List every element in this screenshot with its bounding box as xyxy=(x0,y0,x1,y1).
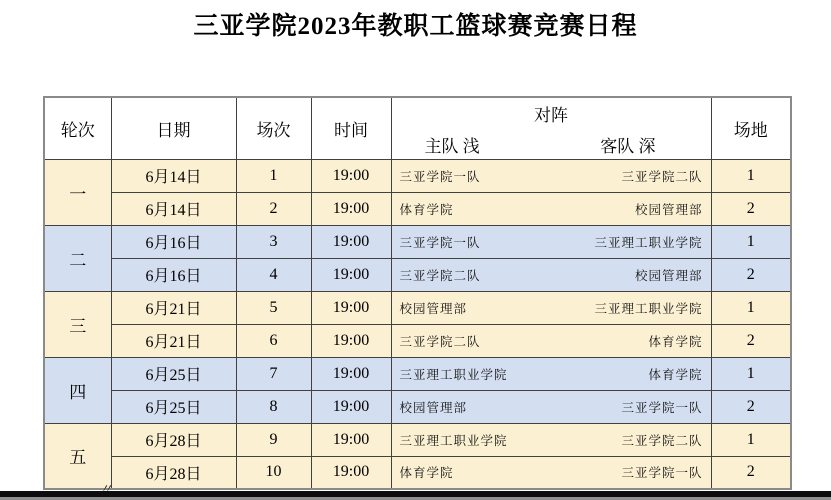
date-cell: 6月28日 xyxy=(111,456,236,489)
header-round: 轮次 xyxy=(44,97,111,159)
date-cell: 6月21日 xyxy=(111,324,236,357)
time-cell: 19:00 xyxy=(311,225,391,258)
time-cell: 19:00 xyxy=(311,456,391,489)
time-cell: 19:00 xyxy=(311,423,391,456)
venue-cell: 2 xyxy=(711,258,791,291)
game-cell: 2 xyxy=(236,192,311,225)
date-cell: 6月14日 xyxy=(111,159,236,192)
match-cell xyxy=(391,159,711,192)
away-team: 校园管理部 xyxy=(634,268,703,283)
venue-cell: 1 xyxy=(711,225,791,258)
venue-cell: 1 xyxy=(711,159,791,192)
table-row xyxy=(44,291,791,324)
time-cell: 19:00 xyxy=(311,159,391,192)
date-cell: 6月14日 xyxy=(111,192,236,225)
venue-cell: 2 xyxy=(711,324,791,357)
home-team: 三亚学院一队 xyxy=(399,169,481,184)
round-cell: 四 xyxy=(44,357,111,423)
match-cell xyxy=(391,291,711,324)
date-cell: 6月25日 xyxy=(111,390,236,423)
time-cell: 19:00 xyxy=(311,390,391,423)
date-cell: 6月16日 xyxy=(111,258,236,291)
home-team: 校园管理部 xyxy=(399,301,468,316)
round-cell: 三 xyxy=(44,291,111,357)
venue-cell: 1 xyxy=(711,357,791,390)
header-venue: 场地 xyxy=(711,97,791,159)
match-cell xyxy=(391,456,711,489)
venue-cell: 2 xyxy=(711,390,791,423)
match-cell xyxy=(391,324,711,357)
header-row xyxy=(44,97,791,159)
venue-cell: 2 xyxy=(711,192,791,225)
match-cell xyxy=(391,423,711,456)
page-title: 三亚学院2023年教职工篮球赛竞赛日程 xyxy=(193,13,638,40)
header-time: 时间 xyxy=(311,97,391,159)
game-cell: 1 xyxy=(236,159,311,192)
game-cell: 4 xyxy=(236,258,311,291)
game-cell: 10 xyxy=(236,456,311,489)
away-team: 三亚学院二队 xyxy=(621,433,703,448)
date-cell: 6月16日 xyxy=(111,225,236,258)
table-row xyxy=(44,192,791,225)
game-cell: 5 xyxy=(236,291,311,324)
game-cell: 8 xyxy=(236,390,311,423)
header-home-label: 主队 浅 xyxy=(424,137,480,157)
game-cell: 3 xyxy=(236,225,311,258)
home-team: 校园管理部 xyxy=(399,400,468,415)
header-game: 场次 xyxy=(236,97,311,159)
home-team: 三亚理工职业学院 xyxy=(399,367,508,382)
table-row xyxy=(44,324,791,357)
date-cell: 6月25日 xyxy=(111,357,236,390)
table-row xyxy=(44,159,791,192)
time-cell: 19:00 xyxy=(311,357,391,390)
away-team: 三亚理工职业学院 xyxy=(594,235,703,250)
match-cell xyxy=(391,258,711,291)
venue-cell: 1 xyxy=(711,423,791,456)
away-team: 体育学院 xyxy=(648,367,703,382)
match-cell xyxy=(391,357,711,390)
round-cell: 二 xyxy=(44,225,111,291)
away-team: 体育学院 xyxy=(648,334,703,349)
away-team: 三亚学院一队 xyxy=(621,466,703,481)
header-date: 日期 xyxy=(111,97,236,159)
home-team: 三亚学院二队 xyxy=(399,268,481,283)
away-team: 校园管理部 xyxy=(634,202,703,217)
match-cell xyxy=(391,390,711,423)
table-row xyxy=(44,357,791,390)
date-cell: 6月28日 xyxy=(111,423,236,456)
time-cell: 19:00 xyxy=(311,258,391,291)
time-cell: 19:00 xyxy=(311,192,391,225)
table-row xyxy=(44,390,791,423)
header-match-title: 对阵 xyxy=(534,106,568,126)
home-team: 三亚学院二队 xyxy=(399,334,481,349)
table-row xyxy=(44,258,791,291)
away-team: 三亚理工职业学院 xyxy=(594,301,703,316)
home-team: 三亚理工职业学院 xyxy=(399,433,508,448)
time-cell: 19:00 xyxy=(311,291,391,324)
table-row xyxy=(44,456,791,489)
match-cell xyxy=(391,192,711,225)
home-team: 三亚学院一队 xyxy=(399,235,481,250)
header-match xyxy=(391,97,711,159)
time-cell: 19:00 xyxy=(311,324,391,357)
home-team: 体育学院 xyxy=(399,466,454,481)
away-team: 三亚学院一队 xyxy=(621,400,703,415)
game-cell: 7 xyxy=(236,357,311,390)
away-team: 三亚学院二队 xyxy=(621,169,703,184)
date-cell: 6月21日 xyxy=(111,291,236,324)
game-cell: 6 xyxy=(236,324,311,357)
table-row xyxy=(44,423,791,456)
schedule-table xyxy=(43,96,792,490)
venue-cell: 1 xyxy=(711,291,791,324)
table-row xyxy=(44,225,791,258)
match-cell xyxy=(391,225,711,258)
venue-cell: 2 xyxy=(711,456,791,489)
round-cell: 一 xyxy=(44,159,111,225)
game-cell: 9 xyxy=(236,423,311,456)
round-cell: 五 xyxy=(44,423,111,489)
home-team: 体育学院 xyxy=(399,202,454,217)
header-away-label: 客队 深 xyxy=(600,137,656,157)
